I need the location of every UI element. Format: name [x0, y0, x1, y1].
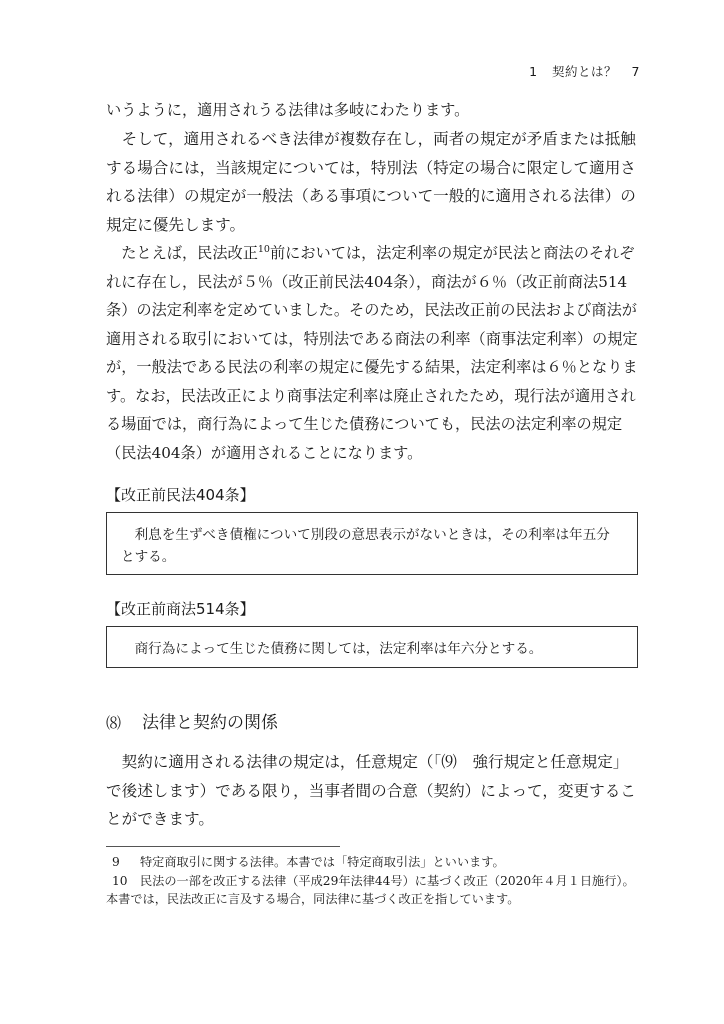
- footnote-ref-10: 10: [257, 244, 270, 255]
- paragraph-2: そして，適用されるべき法律が複数存在し，両者の規定が矛盾または抵触する場合には，当該規定については，特別法（特定の場合に限定して適用される法律）の規定が一般法（ある事項について一般的に適用される法律）の規定に優先します。: [106, 130, 636, 234]
- paragraph-3-start: たとえば，民法改正: [121, 244, 258, 262]
- footnote-divider: [106, 846, 340, 847]
- footnote-10-text: 民法の一部を改正する法律（平成29年法律44号）に基づく改正（2020年４月１日施行）。: [140, 874, 635, 888]
- footnote-9-number: 9: [112, 855, 120, 869]
- footnote-10: [106, 873, 646, 890]
- section-paragraph: 契約に適用される法律の規定は，任意規定（「⑼ 強行規定と任意規定」で後述します）である限り，当事者間の合意（契約）によって，変更することができます。: [106, 753, 636, 828]
- footnote-10-continuation: 本書では，民法改正に言及する場合，同法律に基づく改正を指しています。: [106, 892, 520, 906]
- statute-2-box: [106, 626, 638, 668]
- section-number: 1: [529, 64, 538, 79]
- statute-1-box: [106, 512, 638, 575]
- paragraph-3-rest: 前においては，法定利率の規定が民法と商法のそれぞれに存在し，民法が５％（改正前民法404条），商法が６％（改正前商法514条）の法定利率を定めていました。そのため，民法改正前の民法および商法が適用される取引においては，特別法である商法の利率（商事法定利率）の規定が，一般法である民法の利率の規定に優先する結果，法定利率は６％となります。なお，民法改正により商事法定利率は廃止されたため，現行法が適用される場面では，商行為によって生じた債務についても，民法の法定利率の規定（民法404条）が適用されることになります。: [106, 244, 638, 462]
- statute-2-heading: 【改正前商法514条】: [106, 600, 255, 618]
- statute-2-text: 商行為によって生じた債務に関しては，法定利率は年六分とする。: [134, 641, 543, 657]
- section-heading: [106, 708, 278, 733]
- footnote-9: [106, 854, 646, 871]
- section-heading-number: ⑻: [106, 714, 122, 732]
- section-title: 契約とは？: [552, 64, 618, 79]
- section-heading-title: 法律と契約の関係: [142, 713, 278, 733]
- statute-1-heading: 【改正前民法404条】: [106, 486, 255, 504]
- page-number: 7: [631, 64, 640, 79]
- statute-1-text: 利息を生ずべき債権について別段の意思表示がないときは，その利率は年五分とする。: [121, 527, 610, 565]
- paragraph-3: [106, 239, 640, 467]
- footnote-9-text: 特定商取引に関する法律。本書では「特定商取引法」といいます。: [140, 855, 505, 869]
- running-header: [519, 62, 640, 80]
- paragraph-1: いうように，適用されうる法律は多岐にわたります。: [106, 101, 470, 119]
- footnote-10-number: 10: [112, 874, 128, 888]
